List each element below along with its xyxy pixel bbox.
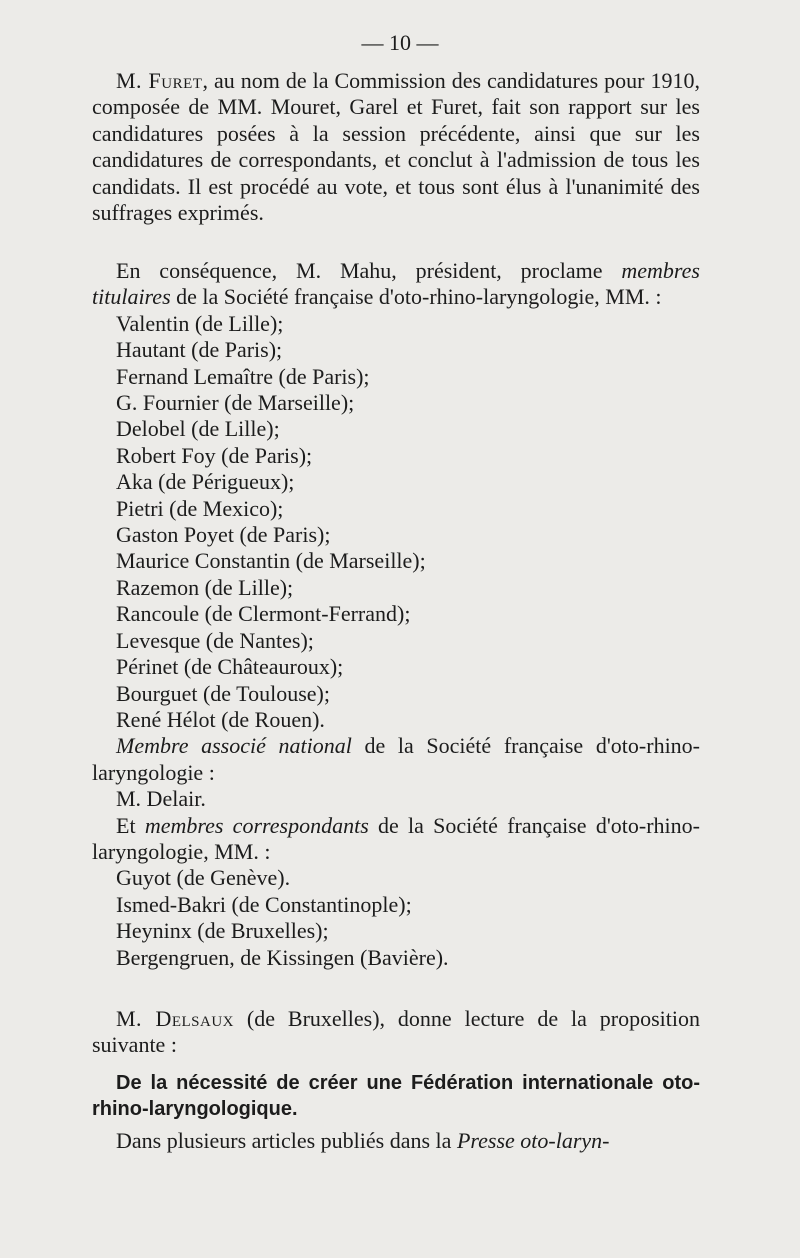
list-item: G. Fournier (de Marseille); [116,390,355,416]
list-item: Heyninx (de Bruxelles); [116,918,329,944]
correspondents-lead: Et [116,812,145,838]
associate-tail: de la Société française d'oto-rhino-laryngologie : [92,733,701,785]
proclamation-lead: En conséquence, M. Mahu, président, proclame [116,258,622,283]
closing-emphasis: Presse oto-laryn- [456,1128,610,1153]
associate-members-list [92,786,700,812]
page-number: — 10 — [361,30,439,55]
section-heading [92,1070,700,1122]
correspondent-members-list [92,865,700,971]
associate-emphasis: Membre associé national [116,733,352,759]
list-item: Levesque (de Nantes); [116,627,314,653]
proclamation-paragraph [92,258,700,311]
speaker-furet: M. Furet [116,68,203,93]
correspondents-emphasis: membres correspondants [144,812,369,838]
titular-members-list [92,311,700,734]
list-item: Périnet (de Châteauroux); [116,654,344,680]
closing-lead: Dans plusieurs articles publiés dans la [116,1128,457,1153]
delsaux-text: (de Bruxelles), donne lecture de la proposition suivante : [92,1006,700,1058]
heading-text: De la nécessité de créer une Fédération internationale oto-rhino-laryngologique. [92,1072,700,1120]
list-item: René Hélot (de Rouen). [116,706,325,732]
list-item: Valentin (de Lille); [116,310,284,336]
list-item: Rancoule (de Clermont-Ferrand); [116,601,411,627]
list-item: M. Delair. [116,786,206,812]
list-item: Maurice Constantin (de Marseille); [116,548,426,574]
list-item: Aka (de Périgueux); [116,469,295,495]
list-item: Gaston Poyet (de Paris); [116,522,331,548]
correspondents-paragraph [92,813,700,866]
proclamation-tail: de la Société française d'oto-rhino-laryngologie, MM. : [170,284,662,310]
list-item: Hautant (de Paris); [116,337,283,363]
proclamation-section [92,258,700,971]
commission-report-paragraph [92,68,700,226]
list-item: Delobel (de Lille); [116,416,280,442]
speaker-delsaux: M. Delsaux [116,1006,235,1031]
list-item: Razemon (de Lille); [116,574,294,600]
commission-report-text: , au nom de la Commission des candidatures pour 1910, composée de MM. Mouret, Garel et Furet, fait son rapport sur les candidatures posées à la session précédente, ainsi que sur les candidatures de correspondants, et conclut à l'admission de tous les candidats. Il est procédé au vote, et tous sont élus à l'unanimité des suffrages exprimés. [92,68,701,226]
list-item: Ismed-Bakri (de Constantinople); [116,891,412,917]
correspondents-tail: de la Société française d'oto-rhino-laryngologie, MM. : [92,812,700,864]
list-item: Fernand Lemaître (de Paris); [116,363,370,389]
closing-paragraph [92,1128,700,1154]
associate-paragraph [92,733,700,786]
proclamation-emphasis: membres titulaires [92,258,700,310]
list-item: Robert Foy (de Paris); [116,442,313,468]
list-item: Bergengruen, de Kissingen (Bavière). [116,944,449,970]
list-item: Pietri (de Mexico); [116,495,284,521]
list-item: Bourguet (de Toulouse); [116,680,330,706]
delsaux-paragraph [92,1006,700,1059]
list-item: Guyot (de Genève). [116,865,291,891]
